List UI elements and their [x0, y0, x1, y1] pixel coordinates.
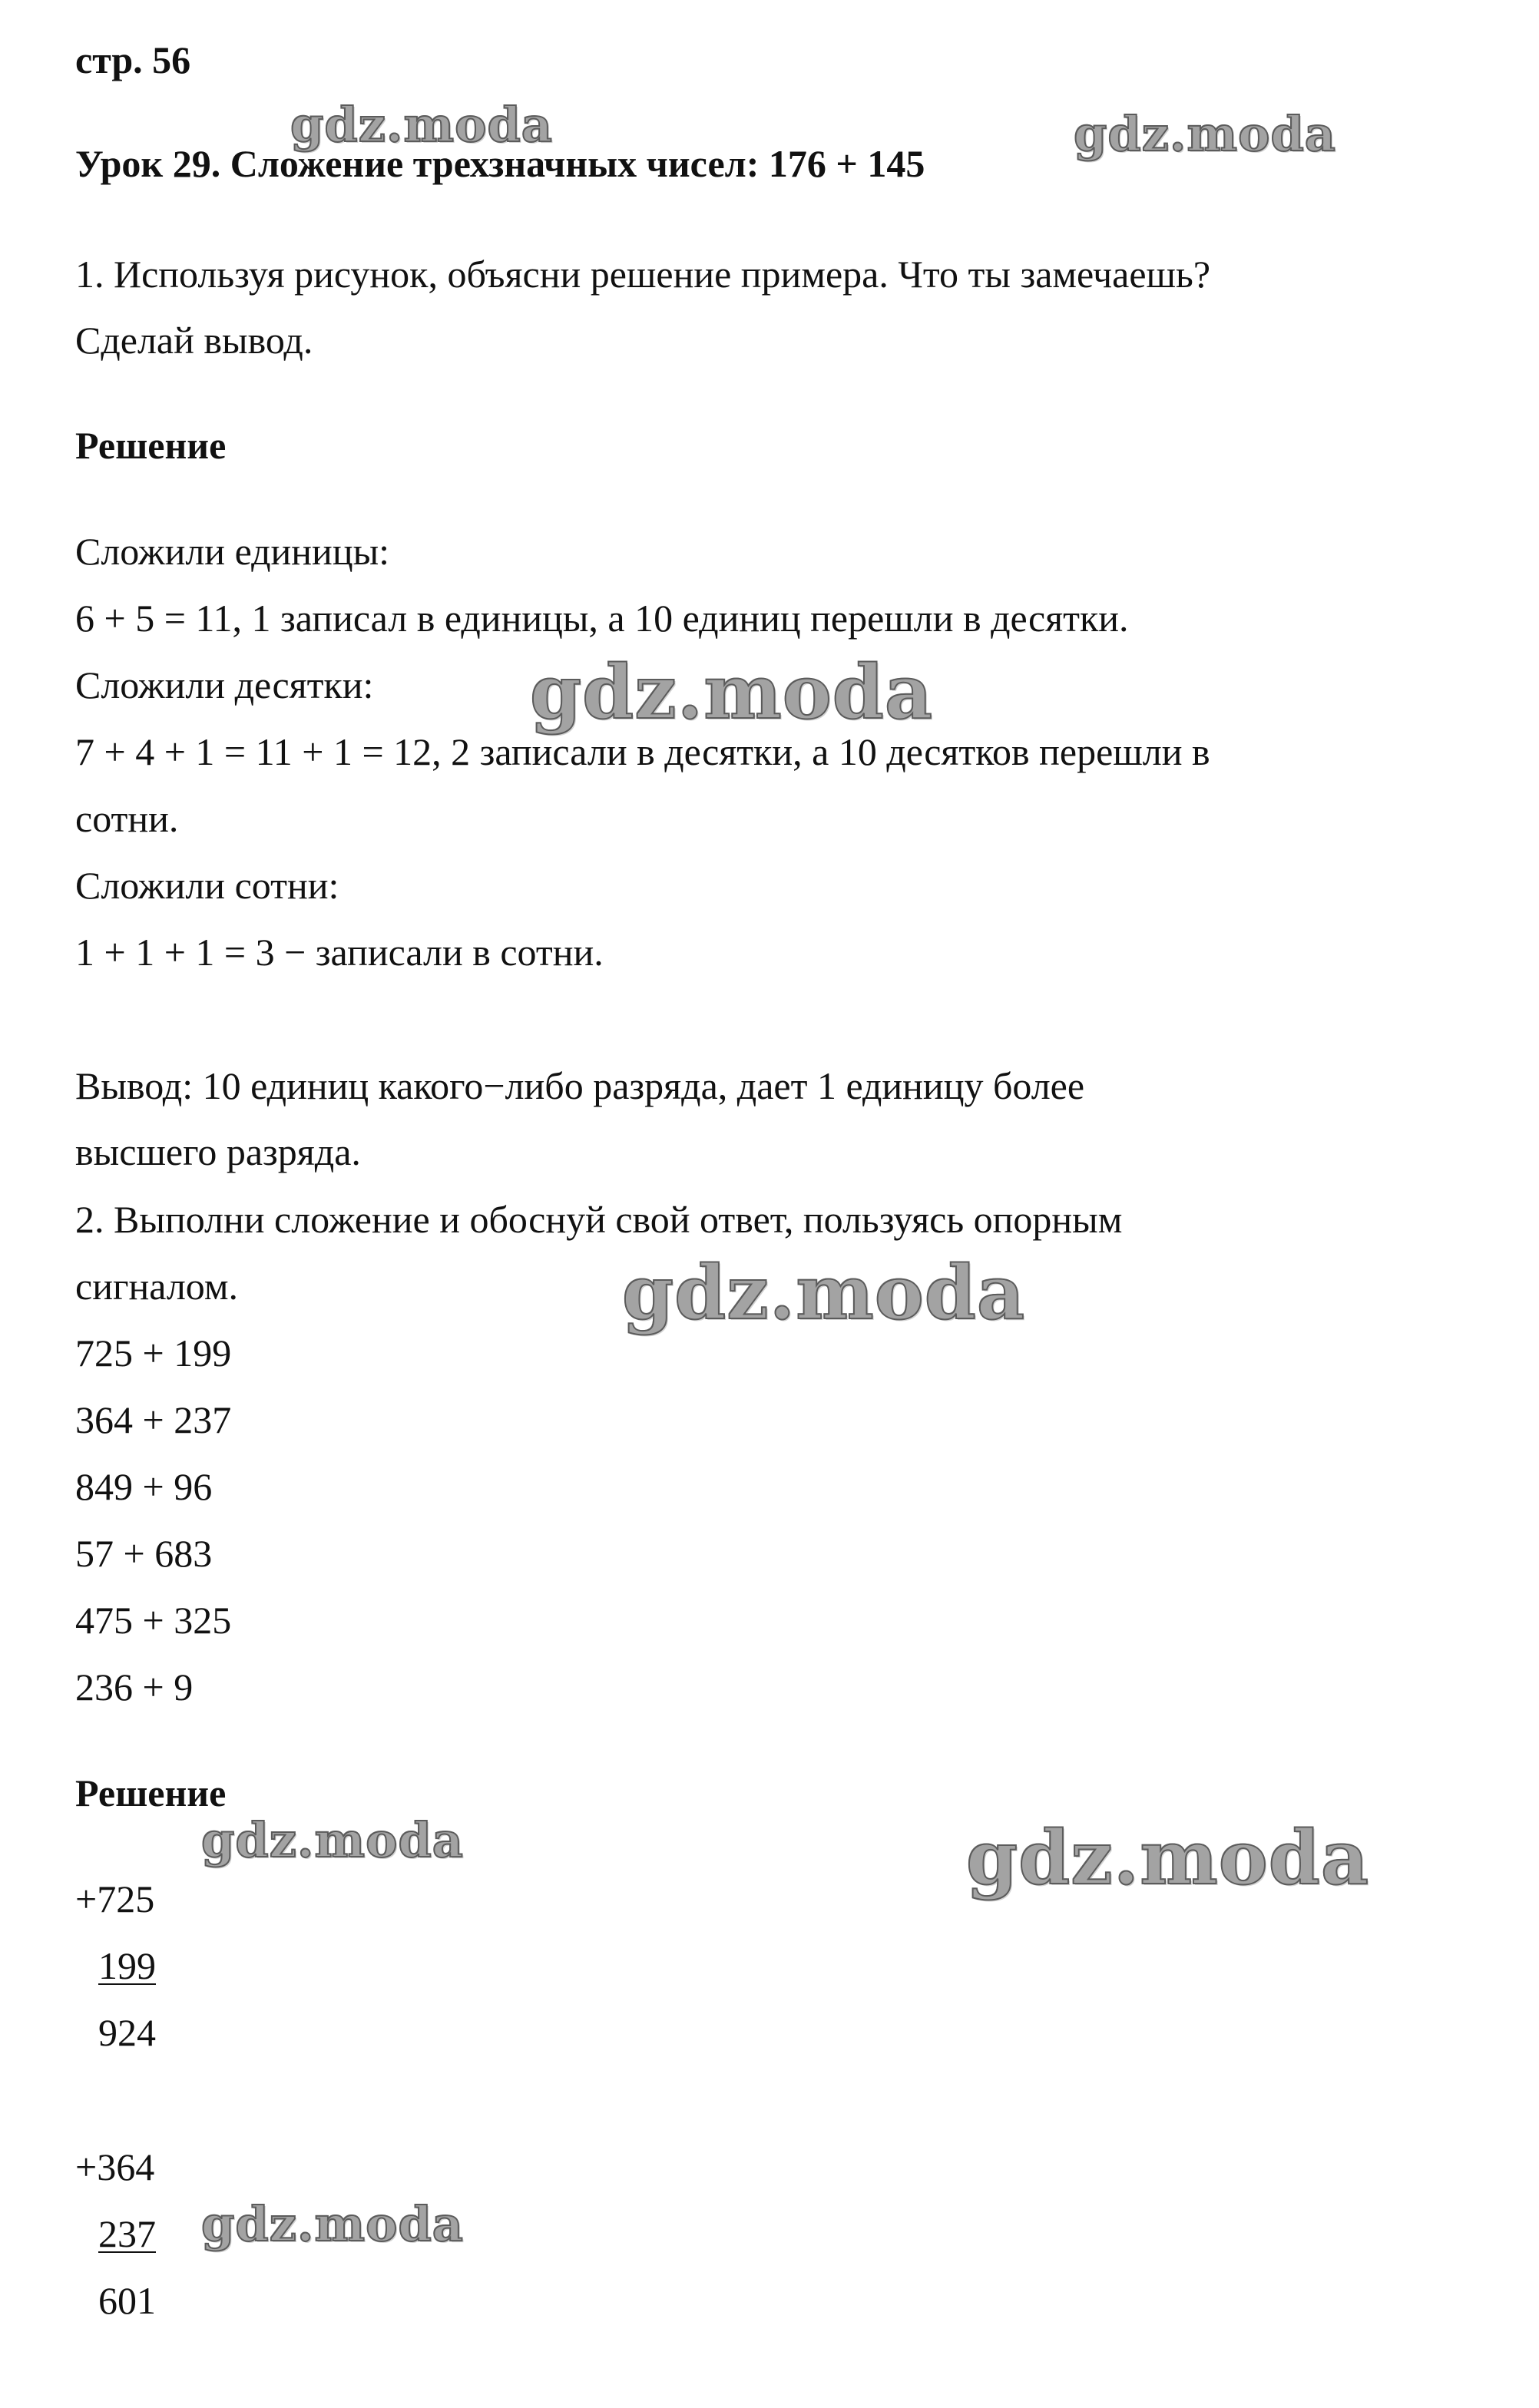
conclusion-line1: Вывод: 10 единиц какого−либо разряда, дает 1 единицу более — [75, 1064, 1085, 1107]
example-line: 725 + 199 — [75, 1331, 232, 1374]
task1-line: Сложили сотни: — [75, 864, 339, 907]
task1-line: сотни. — [75, 797, 179, 840]
task1-line: Сложили единицы: — [75, 530, 390, 573]
column-result: 924 — [98, 2011, 156, 2054]
lesson-title: Урок 29. Сложение трехзначных чисел: 176 + 145 — [75, 142, 925, 185]
task1-solution-heading: Решение — [75, 424, 227, 467]
watermark: gdz.moda — [1074, 106, 1336, 162]
example-line: 475 + 325 — [75, 1599, 232, 1642]
example-line: 849 + 96 — [75, 1465, 213, 1508]
watermark: gdz.moda — [290, 97, 553, 153]
watermark: gdz.moda — [201, 2196, 464, 2252]
example-line: 57 + 683 — [75, 1532, 213, 1575]
column-addend-bottom: 237 — [98, 2212, 156, 2255]
column-addend-top: +364 — [75, 2145, 155, 2188]
watermark: gdz.moda — [622, 1249, 1026, 1336]
example-line: 236 + 9 — [75, 1665, 194, 1708]
example-line: 364 + 237 — [75, 1398, 232, 1441]
conclusion-line2: высшего разряда. — [75, 1130, 361, 1173]
watermark: gdz.moda — [201, 1812, 464, 1868]
column-result: 601 — [98, 2279, 156, 2322]
task1-text-line1: 1. Используя рисунок, объясни решение примера. Что ты замечаешь? — [75, 253, 1211, 296]
task2-text-line1: 2. Выполни сложение и обоснуй свой ответ, пользуясь опорным — [75, 1198, 1123, 1241]
watermark: gdz.moda — [530, 649, 934, 736]
page-label: стр. 56 — [75, 38, 191, 81]
task1-line: 6 + 5 = 11, 1 записал в единицы, а 10 единиц перешли в десятки. — [75, 597, 1129, 640]
column-addend-bottom: 199 — [98, 1944, 156, 1987]
watermark: gdz.moda — [966, 1814, 1370, 1901]
task1-line: 7 + 4 + 1 = 11 + 1 = 12, 2 записали в десятки, а 10 десятков перешли в — [75, 730, 1210, 773]
task1-line: Сложили десятки: — [75, 663, 374, 706]
column-addend-top: +725 — [75, 1877, 155, 1920]
task1-text-line2: Сделай вывод. — [75, 319, 313, 362]
task1-line: 1 + 1 + 1 = 3 − записали в сотни. — [75, 931, 604, 974]
task2-solution-heading: Решение — [75, 1771, 227, 1814]
task2-text-line2: сигналом. — [75, 1265, 238, 1308]
